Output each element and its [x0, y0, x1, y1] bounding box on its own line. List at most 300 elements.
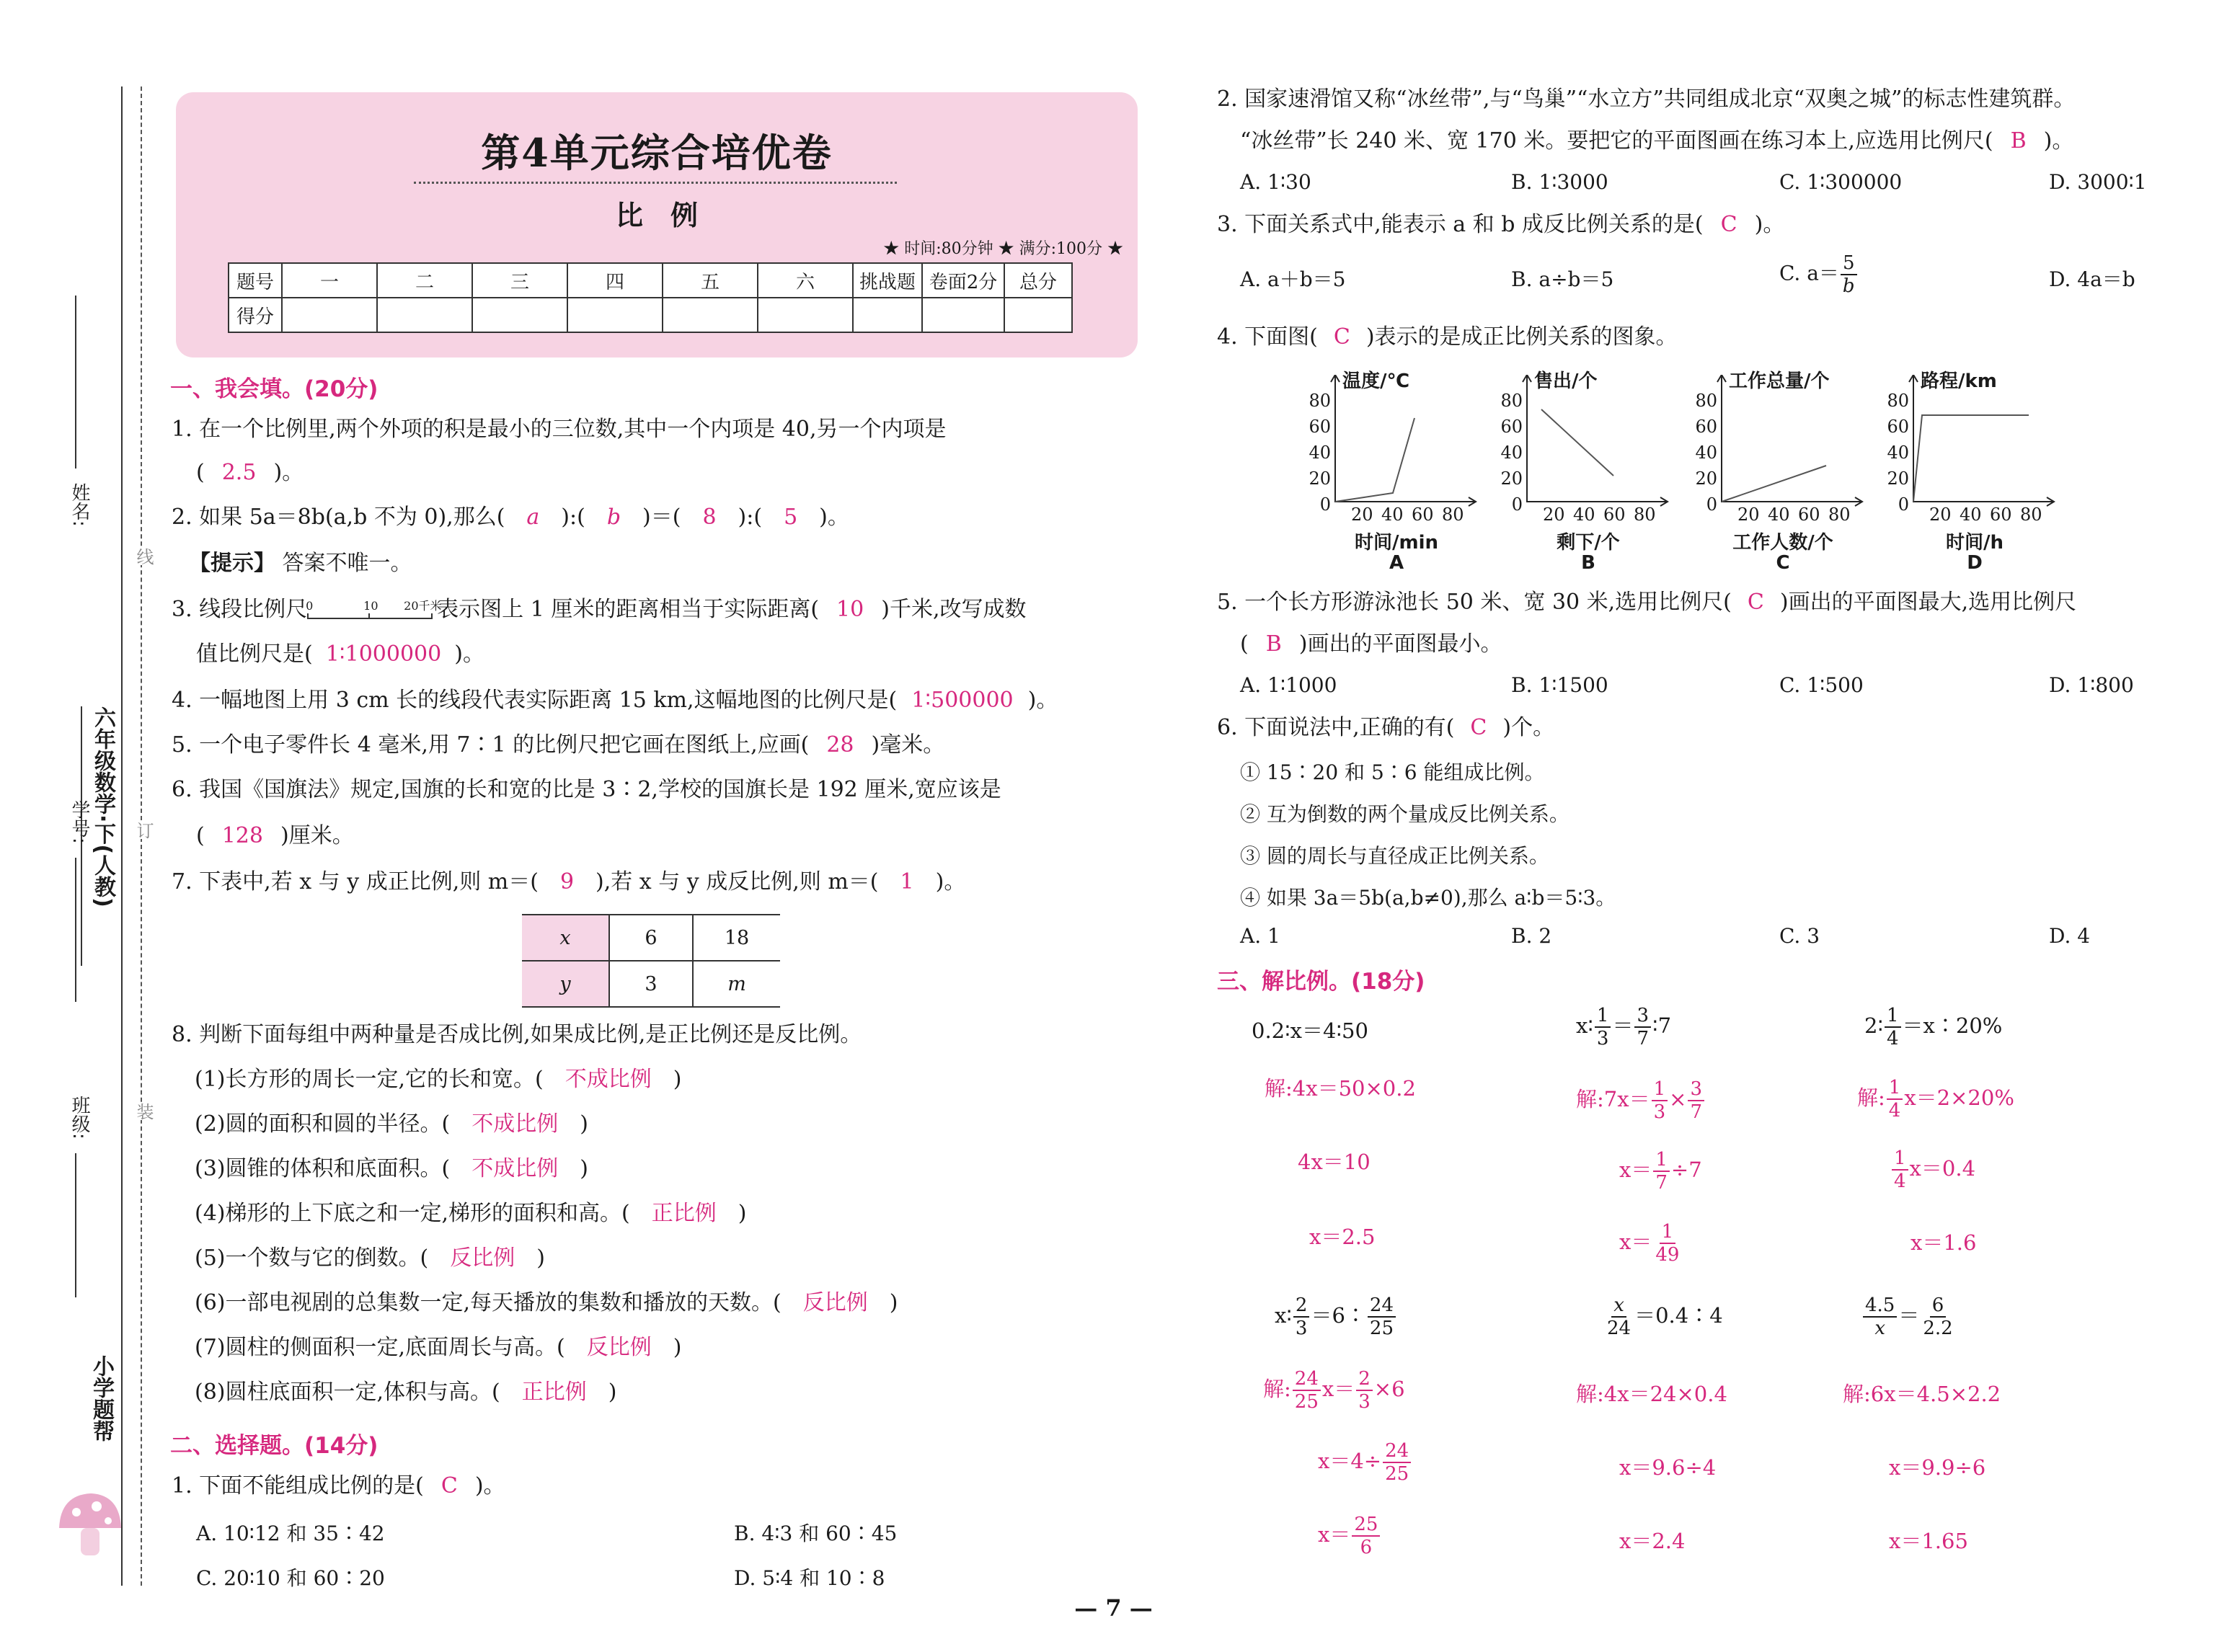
- q-text: )。: [2043, 128, 2074, 154]
- score-cell: 一: [282, 263, 377, 298]
- p-text: 2∶: [1864, 1013, 1883, 1038]
- s2-q1-option-d[interactable]: D. 5∶4 和 10∶8: [734, 1566, 885, 1590]
- s1-q4: [172, 686, 1058, 715]
- score-input[interactable]: [377, 298, 472, 332]
- x-tick-label: 80: [2020, 505, 2042, 525]
- denominator: 25: [1369, 1318, 1394, 1339]
- paren: )。: [273, 460, 304, 485]
- q-text: )千米,改写成数: [881, 597, 1027, 622]
- graph-letter: D: [1967, 552, 1983, 574]
- s1-q8: 8. 判断下面每组中两种量是否成比例,如果成比例,是正比例还是反比例。: [172, 1022, 862, 1047]
- p-text: ＝6∶: [1311, 1303, 1366, 1328]
- q-text: 1. 下面不能组成比例的是(: [172, 1473, 424, 1498]
- x-tick-label: 80: [1442, 505, 1464, 525]
- graph-axes: [1693, 375, 1873, 519]
- numerator: 24: [1383, 1440, 1411, 1463]
- class-label: 班级:: [68, 1096, 90, 1140]
- s2-q6-option-a[interactable]: A. 1: [1240, 924, 1280, 948]
- q8-item-close: ): [889, 1290, 898, 1315]
- graph-y-label: 路程/km: [1921, 370, 1997, 392]
- p1-step-3: x＝2.5: [1309, 1225, 1376, 1249]
- p4-step-2: [1318, 1440, 1412, 1485]
- answer: 28: [826, 732, 854, 758]
- q7-table-row-x: [522, 915, 780, 961]
- q8-item: [195, 1199, 746, 1228]
- score-cell: 六: [758, 263, 853, 298]
- hint-label: 【提示】: [189, 551, 275, 576]
- graph-c: [1693, 360, 1873, 577]
- answer: C: [1470, 715, 1487, 740]
- answer: 不成比例: [471, 1111, 559, 1137]
- student-id-underline: [75, 858, 76, 1002]
- proportion-2: [1576, 1005, 1671, 1049]
- answer: 正比例: [651, 1201, 717, 1226]
- denominator: 24: [1607, 1318, 1631, 1339]
- y-tick-label: 0: [1706, 494, 1717, 515]
- x-tick-label: 20: [1929, 505, 1952, 525]
- s2-q5-line2: [1240, 630, 1502, 659]
- answer: 5: [784, 505, 798, 530]
- scale-tick: 20千米: [404, 599, 442, 613]
- q7-cell: y: [522, 961, 609, 1007]
- s1-q6-line2: [196, 822, 354, 851]
- p3-step-3: x＝1.6: [1911, 1230, 1977, 1255]
- fraction: [1634, 1005, 1651, 1049]
- graph-axes: [1498, 375, 1678, 519]
- score-input[interactable]: [853, 298, 922, 332]
- numerator: 1: [1892, 1147, 1908, 1171]
- graph-letter: A: [1389, 552, 1404, 574]
- y-tick-label: 80: [1887, 391, 1909, 411]
- y-tick-label: 80: [1500, 391, 1523, 411]
- s-text: x＝: [1321, 1377, 1355, 1401]
- q-text: )。: [474, 1473, 505, 1498]
- axis-lines: [1913, 375, 2054, 502]
- x-tick-label: 40: [1768, 505, 1790, 525]
- fraction: [1887, 1077, 1903, 1122]
- denominator: b: [1842, 275, 1855, 297]
- mushroom-logo: [53, 1485, 125, 1564]
- q-text: )。: [454, 641, 484, 667]
- numerator: 1: [1887, 1077, 1903, 1100]
- p5-step-2: x＝9.6÷4: [1619, 1455, 1717, 1480]
- q8-item-text: (6)一部电视剧的总集数一定,每天播放的集数和播放的天数。(: [195, 1290, 782, 1315]
- q8-item: [195, 1065, 681, 1094]
- fraction: [1921, 1294, 1954, 1339]
- q8-item: [195, 1289, 898, 1318]
- s2-q3-option-d[interactable]: D. 4a＝b: [2049, 267, 2135, 291]
- q7-table-row-y: [522, 961, 780, 1007]
- graph-line: [1541, 409, 1613, 476]
- q-text: 2. 如果 5a＝8b(a,b 不为 0),那么(: [172, 505, 505, 530]
- fraction: [1368, 1294, 1396, 1339]
- p1-step-1: 解:4x＝50×0.2: [1265, 1076, 1416, 1101]
- p2-step-1: [1576, 1078, 1706, 1123]
- s2-q1-option-a[interactable]: A. 10∶12 和 35∶42: [196, 1522, 385, 1545]
- p3-step-2: [1890, 1147, 1975, 1192]
- q8-item-close: ): [673, 1067, 682, 1092]
- answer: 1∶1000000: [325, 641, 442, 667]
- q-text: ):(: [561, 505, 585, 530]
- s2-q1: [172, 1472, 505, 1501]
- y-tick-label: 80: [1309, 391, 1331, 411]
- s2-q5-option-a[interactable]: A. 1∶1000: [1240, 673, 1337, 697]
- s2-q6-option-d[interactable]: D. 4: [2049, 924, 2091, 948]
- answer: C: [1747, 590, 1764, 615]
- exam-meta: ★ 时间:80分钟 ★ 满分:100分 ★: [883, 240, 1123, 258]
- score-input[interactable]: [282, 298, 377, 332]
- answer: 不成比例: [471, 1156, 559, 1181]
- y-tick-label: 60: [1500, 417, 1523, 437]
- name-label: 姓名:: [68, 483, 90, 527]
- q8-item-text: (8)圆柱底面积一定,体积与高。(: [195, 1380, 500, 1405]
- q-text: (: [1240, 631, 1249, 657]
- q-text: )＝(: [642, 505, 681, 530]
- proportion-5: [1603, 1294, 1723, 1339]
- proportion-1: 0.2∶x＝4∶50: [1252, 1018, 1368, 1043]
- scale-tick: 0: [306, 599, 314, 613]
- fraction: [1688, 1078, 1704, 1123]
- graph-x-label: 时间/min: [1354, 532, 1438, 554]
- q8-item: [195, 1155, 588, 1184]
- q7-cell: 18: [693, 915, 780, 961]
- q-text: )表示的是成正比例关系的图象。: [1365, 324, 1678, 350]
- y-tick-label: 20: [1309, 468, 1331, 489]
- y-tick-label: 0: [1898, 494, 1909, 515]
- answer: 10: [836, 597, 864, 622]
- axis-lines: [1527, 375, 1668, 502]
- p3-step-1: [1857, 1077, 2014, 1122]
- q-text: )。: [1027, 688, 1058, 713]
- fraction: [1652, 1078, 1668, 1123]
- margin-strip: [0, 0, 154, 1652]
- answer: b: [606, 505, 621, 530]
- q7-cell: x: [522, 915, 609, 961]
- q-text: )。: [819, 505, 849, 530]
- s2-q2-option-d[interactable]: D. 3000∶1: [2049, 170, 2147, 194]
- s2-q6-option-c[interactable]: C. 3: [1779, 924, 1820, 948]
- numerator: x: [1611, 1294, 1626, 1318]
- fraction: [1653, 1221, 1681, 1266]
- denominator: 25: [1385, 1463, 1409, 1485]
- p6-step-1: 解:6x＝4.5×2.2: [1843, 1382, 2001, 1406]
- numerator: 25: [1352, 1514, 1380, 1537]
- s2-q5-option-d[interactable]: D. 1∶800: [2049, 673, 2134, 697]
- denominator: 25: [1294, 1391, 1319, 1413]
- s2-q6-option-b[interactable]: B. 2: [1511, 924, 1552, 948]
- graph-b: [1498, 360, 1678, 577]
- graph-line: [1722, 466, 1826, 502]
- answer: B: [2010, 128, 2027, 154]
- scale-tick: 10: [363, 599, 378, 613]
- answer: a: [526, 505, 540, 530]
- p-text: ∶7: [1652, 1013, 1672, 1038]
- answer: 128: [221, 823, 263, 848]
- answer: 9: [559, 869, 575, 894]
- score-cell: 三: [472, 263, 567, 298]
- q-text: )画出的平面图最小。: [1298, 631, 1502, 657]
- s2-q5-option-b[interactable]: B. 1∶1500: [1511, 673, 1608, 697]
- hint-text: 答案不唯一。: [282, 551, 412, 576]
- y-tick-label: 40: [1695, 443, 1717, 463]
- s2-q1-option-b[interactable]: B. 4∶3 和 60∶45: [734, 1522, 898, 1545]
- fraction: [1293, 1294, 1310, 1339]
- q7-cell: 3: [609, 961, 693, 1007]
- header-box: [176, 92, 1138, 358]
- s-text: ÷7: [1670, 1158, 1702, 1182]
- x-tick-label: 20: [1543, 505, 1565, 525]
- q-text: 3. 下面关系式中,能表示 a 和 b 成反比例关系的是(: [1217, 212, 1704, 237]
- numerator: 1: [1660, 1221, 1676, 1244]
- denominator: 3: [1653, 1101, 1666, 1123]
- score-input[interactable]: [1004, 298, 1072, 332]
- s1-q1-line2: [196, 458, 304, 487]
- denominator: 6: [1360, 1537, 1373, 1558]
- s-text: x＝: [1318, 1522, 1351, 1547]
- graph-line: [1913, 415, 2029, 502]
- q8-item: [195, 1333, 681, 1362]
- y-tick-label: 0: [1319, 494, 1331, 515]
- q8-item-close: ): [580, 1156, 588, 1181]
- s-text: ×: [1669, 1087, 1687, 1111]
- score-table-header-row: [229, 263, 1072, 298]
- s1-q3-line2: [196, 640, 484, 669]
- q8-item-text: (3)圆锥的体积和底面积。(: [195, 1156, 451, 1181]
- s2-q6-item-4: ④ 如果 3a＝5b(a,b≠0),那么 a∶b＝5∶3。: [1240, 886, 1616, 910]
- denominator: x: [1874, 1318, 1886, 1339]
- answer: 不成比例: [565, 1067, 652, 1092]
- s2-q3-option-c[interactable]: [1779, 252, 1859, 297]
- numerator: 4.5: [1863, 1294, 1897, 1318]
- y-tick-label: 20: [1887, 468, 1909, 489]
- denominator: 49: [1655, 1244, 1680, 1266]
- numerator: 3: [1634, 1005, 1651, 1028]
- answer: 1∶500000: [911, 688, 1014, 713]
- denominator: 3: [1596, 1028, 1609, 1049]
- q-text: “冰丝带”长 240 米、宽 170 米。要把它的平面图画在练习本上,应选用比例尺(: [1240, 128, 1993, 154]
- s-text: x＝: [1619, 1158, 1652, 1182]
- y-tick-label: 60: [1309, 417, 1331, 437]
- section3-heading: 三、解比例。(18分): [1217, 969, 1425, 995]
- score-input[interactable]: [758, 298, 853, 332]
- q8-item: [195, 1110, 588, 1139]
- q7-cell: m: [693, 961, 780, 1007]
- margin-line-outer: [121, 86, 123, 1586]
- x-tick-label: 20: [1737, 505, 1760, 525]
- p5-step-3: x＝2.4: [1619, 1529, 1686, 1553]
- proportion-6: [1861, 1294, 1957, 1339]
- fraction: [1293, 1368, 1321, 1413]
- q-text: ),若 x 与 y 成反比例,则 m＝(: [596, 869, 879, 894]
- axis-lines: [1335, 375, 1476, 502]
- denominator: 4: [1894, 1171, 1906, 1192]
- y-tick-label: 20: [1500, 468, 1523, 489]
- s-text: ×6: [1373, 1377, 1405, 1401]
- q8-item-text: (4)梯形的上下底之和一定,梯形的面积和高。(: [195, 1201, 630, 1226]
- q-text: )毫米。: [871, 732, 945, 758]
- numerator: 5: [1841, 252, 1857, 275]
- s2-q3-option-a[interactable]: A. a＋b＝5: [1240, 267, 1346, 291]
- score-cell: 题号: [229, 263, 282, 298]
- q8-item-close: ): [536, 1245, 545, 1271]
- q-text: 5. 一个长方形游泳池长 50 米、宽 30 米,选用比例尺(: [1217, 590, 1732, 615]
- s1-q6-line1: 6. 我国《国旗法》规定,国旗的长和宽的比是 3∶2,学校的国旗长是 192 厘米,宽应该是: [172, 777, 1001, 802]
- denominator: 4: [1888, 1100, 1901, 1122]
- q8-item-text: (7)圆柱的侧面积一定,底面周长与高。(: [195, 1335, 565, 1360]
- score-table-score-row: [229, 298, 1072, 332]
- q-text: 值比例尺是(: [196, 641, 313, 667]
- s2-q2-option-b[interactable]: B. 1∶3000: [1511, 170, 1608, 194]
- score-input[interactable]: [567, 298, 663, 332]
- denominator: 4: [1887, 1028, 1899, 1049]
- s2-q5-option-c[interactable]: C. 1∶500: [1779, 673, 1864, 697]
- q8-item-text: (2)圆的面积和圆的半径。(: [195, 1111, 451, 1137]
- numerator: 24: [1368, 1294, 1396, 1318]
- q8-item: [195, 1378, 616, 1407]
- s2-q2-option-a[interactable]: A. 1∶30: [1240, 170, 1311, 194]
- s2-q3-option-b[interactable]: B. a÷b＝5: [1511, 267, 1614, 291]
- answer: 反比例: [450, 1245, 515, 1271]
- s2-q6-item-3: ③ 圆的周长与直径成正比例关系。: [1240, 844, 1549, 868]
- graph-axes: [1306, 375, 1487, 519]
- p-text: ＝: [1612, 1013, 1634, 1038]
- x-tick-label: 80: [1828, 505, 1851, 525]
- numerator: 6: [1930, 1294, 1947, 1318]
- q-text: 6. 下面说法中,正确的有(: [1217, 715, 1455, 740]
- numerator: 24: [1293, 1368, 1321, 1391]
- q-text: 4. 一幅地图上用 3 cm 长的线段代表实际距离 15 km,这幅地图的比例尺是(: [172, 688, 898, 713]
- fraction: [1653, 1149, 1670, 1194]
- title-dotted-rule: [414, 182, 897, 184]
- s1-hint: [189, 549, 412, 578]
- binding-mark-3: 装: [131, 1103, 156, 1120]
- numerator: 1: [1885, 1005, 1901, 1028]
- y-tick-label: 60: [1695, 417, 1717, 437]
- s1-q1-line1: 1. 在一个比例里,两个外项的积是最小的三位数,其中一个内项是 40,另一个内项是: [172, 417, 947, 442]
- score-cell: 总分: [1004, 263, 1072, 298]
- section2-heading: 二、选择题。(14分): [170, 1433, 378, 1459]
- student-id-label: 学号:: [68, 800, 90, 844]
- q7-table: [522, 914, 780, 1008]
- p-text: ＝0.4∶4: [1634, 1303, 1723, 1328]
- p2-step-2: [1619, 1149, 1702, 1194]
- s2-q2-line1: 2. 国家速滑馆又称“冰丝带”,与“鸟巢”“水立方”共同组成北京“双奥之城”的标志性建筑群。: [1217, 86, 2076, 112]
- q-text: (: [196, 823, 205, 848]
- p4-step-3: [1318, 1514, 1381, 1558]
- s1-q7: [172, 868, 965, 897]
- s2-q6-item-2: ② 互为倒数的两个量成反比例关系。: [1240, 802, 1569, 826]
- fraction: [1595, 1005, 1611, 1049]
- q-text: )个。: [1502, 715, 1555, 740]
- q8-item-text: (1)长方形的周长一定,它的长和宽。(: [195, 1067, 544, 1092]
- fraction: [1863, 1294, 1897, 1339]
- q8-item-close: ): [738, 1201, 747, 1226]
- s-text: 解:7x＝: [1576, 1087, 1650, 1111]
- scale-bar: [306, 598, 442, 623]
- graph-a: [1306, 360, 1487, 577]
- q-text: 4. 下面图(: [1217, 324, 1318, 350]
- y-tick-label: 40: [1887, 443, 1909, 463]
- graph-y-label: 温度/℃: [1342, 370, 1409, 392]
- x-tick-label: 40: [1573, 505, 1595, 525]
- q-text: )。: [1754, 212, 1785, 237]
- answer: 正比例: [521, 1380, 587, 1405]
- graph-x-label: 时间/h: [1945, 532, 2004, 554]
- s2-q2-line2: [1240, 127, 2073, 156]
- answer: B: [1265, 631, 1282, 657]
- graph-d: [1885, 360, 2065, 577]
- page-number: — 7 —: [1074, 1594, 1153, 1622]
- s-text: x＝2×20%: [1904, 1085, 2014, 1110]
- q8-item: [195, 1244, 545, 1273]
- score-cell: 挑战题: [853, 263, 922, 298]
- option-text: C. a＝: [1779, 261, 1839, 285]
- page-subtitle: 比 例: [615, 199, 698, 231]
- p-text: ＝: [1898, 1303, 1920, 1328]
- score-cell: 五: [663, 263, 758, 298]
- x-tick-label: 60: [1798, 505, 1820, 525]
- numerator: 2: [1293, 1294, 1310, 1318]
- denominator: 7: [1637, 1028, 1650, 1049]
- fraction: [1841, 252, 1857, 297]
- proportion-3: [1864, 1005, 2002, 1049]
- x-tick-label: 60: [1603, 505, 1626, 525]
- s1-q2: [172, 503, 849, 532]
- q-text: )厘米。: [280, 823, 354, 848]
- denominator: 3: [1358, 1391, 1371, 1413]
- x-tick-label: 60: [1990, 505, 2012, 525]
- s2-q1-option-c[interactable]: C. 20∶10 和 60∶20: [196, 1566, 385, 1590]
- score-input[interactable]: [922, 298, 1004, 332]
- numerator: 1: [1595, 1005, 1611, 1028]
- numerator: 3: [1688, 1078, 1704, 1101]
- p6-step-2: x＝9.9÷6: [1889, 1455, 1986, 1480]
- s2-q2-option-c[interactable]: C. 1∶300000: [1779, 170, 1903, 194]
- y-tick-label: 60: [1887, 417, 1909, 437]
- s-text: 解:: [1263, 1377, 1291, 1401]
- answer: C: [1333, 324, 1350, 350]
- answer: 8: [702, 505, 717, 530]
- binding-mark-1: 线: [131, 548, 156, 565]
- x-tick-label: 80: [1634, 505, 1656, 525]
- fraction: [1356, 1368, 1373, 1413]
- answer: 1: [900, 869, 914, 894]
- denominator: 3: [1295, 1318, 1308, 1339]
- numerator: 2: [1356, 1368, 1373, 1391]
- q-text: )画出的平面图最大,选用比例尺: [1779, 590, 2077, 615]
- answer: C: [1720, 212, 1737, 237]
- q8-item-text: (5)一个数与它的倒数。(: [195, 1245, 429, 1271]
- s-text: x＝: [1619, 1230, 1652, 1254]
- y-tick-label: 0: [1511, 494, 1523, 515]
- s2-q5-line1: [1217, 588, 2076, 617]
- s-text: x＝4÷: [1318, 1449, 1382, 1473]
- score-input[interactable]: [663, 298, 758, 332]
- score-cell: 二: [377, 263, 472, 298]
- fraction: [1605, 1294, 1633, 1339]
- graph-axes: [1885, 375, 2065, 519]
- p2-step-3: [1619, 1221, 1683, 1266]
- score-input[interactable]: [472, 298, 567, 332]
- numerator: 1: [1653, 1149, 1670, 1172]
- y-tick-label: 20: [1695, 468, 1717, 489]
- denominator: 2.2: [1923, 1318, 1953, 1339]
- s1-q5: [172, 731, 944, 760]
- y-tick-label: 40: [1309, 443, 1331, 463]
- denominator: 7: [1690, 1101, 1702, 1123]
- graph-x-label: 工作人数/个: [1732, 532, 1833, 554]
- s-text: x＝0.4: [1909, 1156, 1976, 1181]
